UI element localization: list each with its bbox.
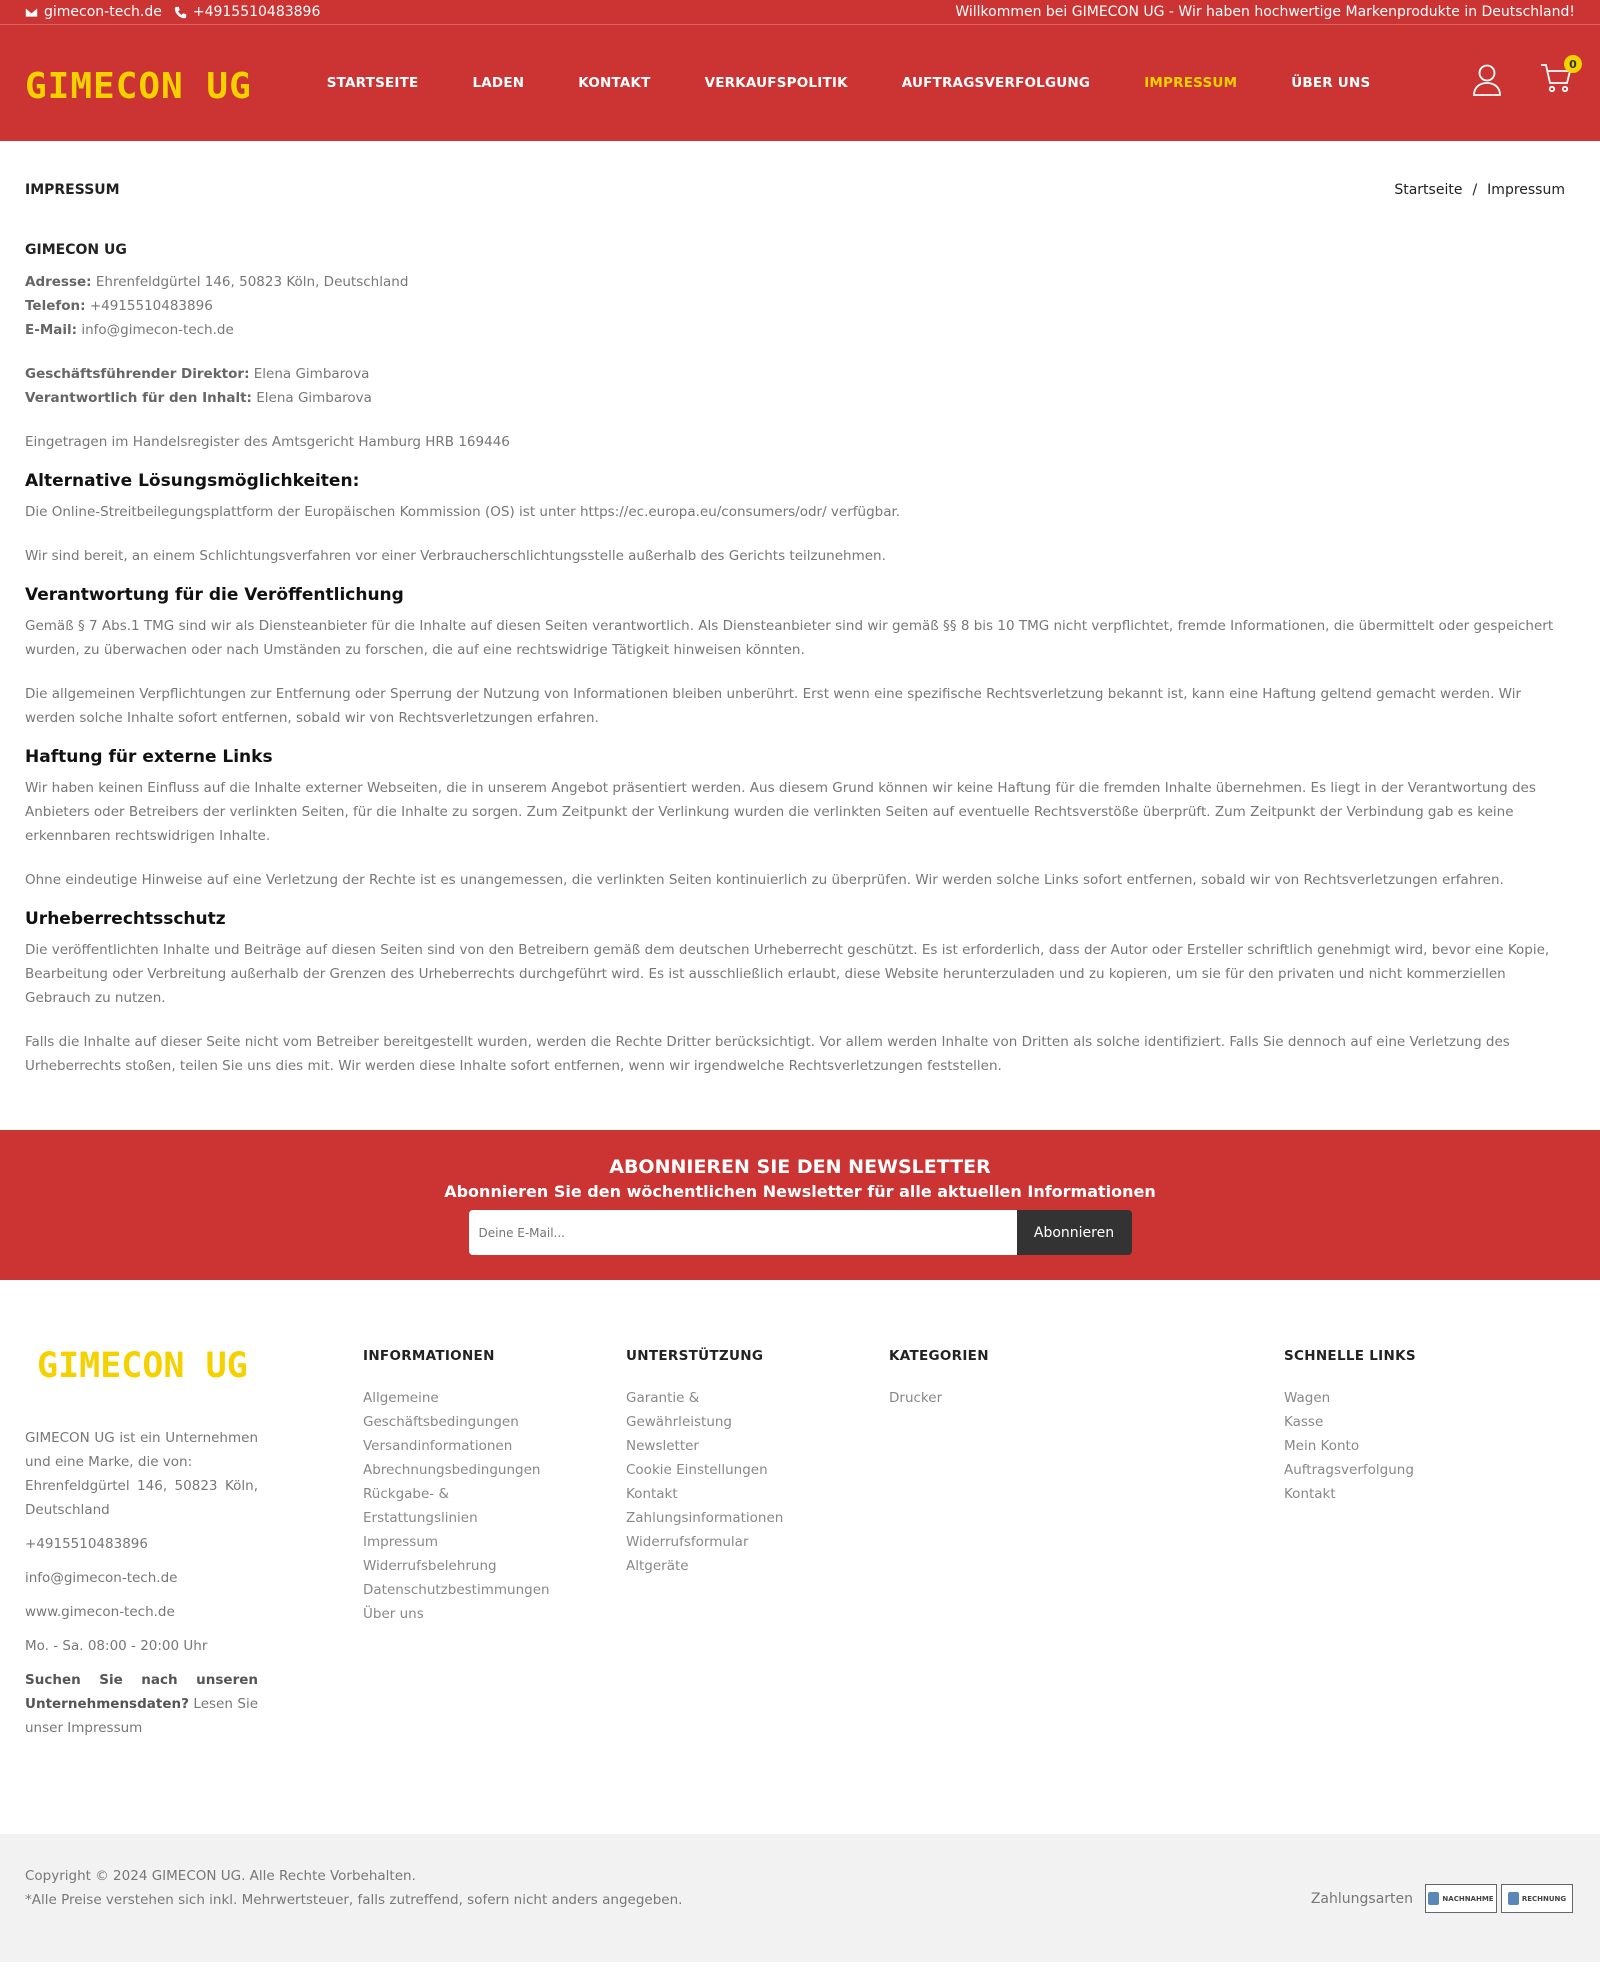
footer-logo[interactable]: GIMECON UG bbox=[37, 1346, 248, 1386]
envelope-icon bbox=[25, 6, 38, 19]
section-paragraph: Wir haben keinen Einfluss auf die Inhalte externer Webseiten, die in unserem Angebot präsentiert werden. Aus diesem Grund können wir keine Haftung für die fremden Inhalte übernehmen. Es liegt in der Verantwortung des Anbieters oder Betreibers der verlinkten Seiten, für die Inhalte zu sorgen. Zum Zeitpunkt der Verlinkung wurden die verlinkten Seiten auf eventuelle Rechtsverstöße überprüft. Zum Zeitpunkt der Verbindung gab es keine erkennbaren rechtswidrigen Inhalte. bbox=[25, 780, 1536, 844]
top-bar-email-link[interactable]: gimecon-tech.de bbox=[44, 4, 162, 20]
section-heading-verantwortung: Verantwortung für die Veröffentlichung bbox=[25, 585, 404, 605]
top-bar-contact bbox=[25, 4, 320, 20]
page-title: IMPRESSUM bbox=[25, 181, 120, 198]
section-heading-haftung: Haftung für externe Links bbox=[25, 747, 273, 767]
director-line bbox=[25, 362, 1575, 386]
responsible-line bbox=[25, 386, 1575, 410]
footer-column-kategorien bbox=[889, 1348, 1089, 1410]
newsletter-heading: ABONNIEREN SIE DEN NEWSLETTER bbox=[609, 1156, 991, 1178]
footer-link[interactable]: Garantie & Gewährleistung bbox=[626, 1390, 733, 1430]
payment-card-nachnahme bbox=[1425, 1884, 1497, 1913]
footer-link[interactable]: Über uns bbox=[363, 1606, 424, 1622]
phone-icon bbox=[174, 6, 187, 19]
footer-link[interactable]: Auftragsverfolgung bbox=[1284, 1462, 1414, 1478]
nav-impressum[interactable]: IMPRESSUM bbox=[1144, 75, 1238, 91]
footer-impressum-link[interactable]: Lesen Sie unser Impressum bbox=[25, 1696, 258, 1736]
nav-laden[interactable]: LADEN bbox=[472, 75, 525, 91]
top-bar-phone[interactable] bbox=[174, 4, 321, 20]
section-paragraph: Falls die Inhalte auf dieser Seite nicht vom Betreiber bereitgestellt wurden, werden die Rechte Dritter berücksichtigt. Vor allem werden Inhalte von Dritten als solche identifiziert. Falls Sie dennoch auf eine Verletzung des Urheberrechts stoßen, teilen Sie uns dies mit. Wir werden diese Inhalte sofort entfernen, wenn wir irgendwelche Rechtsverletzungen feststellen. bbox=[25, 1034, 1510, 1074]
bottom-bar bbox=[0, 1834, 1600, 1962]
footer-link[interactable]: Widerrufsbelehrung bbox=[363, 1558, 497, 1574]
footer-link[interactable]: Cookie Einstellungen bbox=[626, 1462, 768, 1478]
footer-phone[interactable]: +4915510483896 bbox=[25, 1536, 148, 1552]
email-line bbox=[25, 318, 1575, 342]
footer-column-unterstuetzung bbox=[626, 1348, 806, 1578]
footer-impressum-hint bbox=[25, 1668, 258, 1740]
footer-link[interactable]: Datenschutzbestimmungen bbox=[363, 1582, 550, 1598]
footer-link[interactable]: Impressum bbox=[363, 1534, 439, 1550]
footer-column-title: INFORMATIONEN bbox=[363, 1348, 495, 1364]
footer-link[interactable]: Drucker bbox=[889, 1390, 943, 1406]
newsletter-email-input[interactable] bbox=[469, 1210, 1017, 1255]
footer-column-title: UNTERSTÜTZUNG bbox=[626, 1348, 764, 1364]
footer-link[interactable]: Altgeräte bbox=[626, 1558, 689, 1574]
footer-link[interactable]: Allgemeine Geschäftsbedingungen bbox=[363, 1390, 519, 1430]
footer-link[interactable]: Newsletter bbox=[626, 1438, 699, 1454]
email-value[interactable]: info@gimecon-tech.de bbox=[81, 322, 234, 338]
footer-link[interactable]: Wagen bbox=[1284, 1390, 1331, 1406]
footer-about-text: GIMECON UG ist ein Unternehmen und eine Marke, die von: bbox=[25, 1430, 258, 1470]
welcome-text: Willkommen bei GIMECON UG - Wir haben hochwertige Markenprodukte in Deutschland! bbox=[955, 4, 1575, 20]
newsletter-subscribe-button[interactable]: Abonnieren bbox=[1017, 1210, 1132, 1255]
payment-label: Zahlungsarten bbox=[1310, 1890, 1413, 1907]
newsletter-subheading: Abonnieren Sie den wöchentlichen Newsletter für alle aktuellen Informationen bbox=[444, 1182, 1156, 1201]
section-paragraph: Die allgemeinen Verpflichtungen zur Entfernung oder Sperrung der Nutzung von Informationen bleiben unberührt. Erst wenn eine spezifische Rechtsverletzung bekannt ist, kann eine Haftung geltend gemacht werden. Wir werden solche Inhalte sofort entfernen, sobald wir von Rechtsverletzungen erfahren. bbox=[25, 686, 1522, 726]
phone-label: Telefon: bbox=[25, 298, 86, 314]
top-bar bbox=[0, 0, 1600, 25]
top-bar-phone-link[interactable]: +4915510483896 bbox=[192, 4, 321, 20]
register-line: Eingetragen im Handelsregister des Amtsgericht Hamburg HRB 169446 bbox=[25, 434, 510, 450]
address-value: Ehrenfeldgürtel 146, 50823 Köln, Deutschland bbox=[95, 274, 409, 290]
copyright-text: Copyright © 2024 GIMECON UG. Alle Rechte Vorbehalten. bbox=[25, 1868, 416, 1884]
impressum-content bbox=[0, 238, 1600, 1078]
footer-column-informationen bbox=[363, 1348, 563, 1626]
footer-link[interactable]: Abrechnungsbedingungen bbox=[363, 1462, 541, 1478]
nav-kontakt[interactable]: KONTAKT bbox=[578, 75, 651, 91]
main-header bbox=[0, 25, 1600, 141]
header-icons bbox=[1472, 57, 1577, 97]
nav-startseite[interactable]: STARTSEITE bbox=[326, 75, 419, 91]
payment-method-label: RECHNUNG bbox=[1521, 1894, 1567, 1903]
section-paragraph: Wir sind bereit, an einem Schlichtungsverfahren vor einer Verbraucherschlichtungsstelle außerhalb des Gerichts teilzunehmen. bbox=[25, 548, 886, 564]
breadcrumb bbox=[1394, 182, 1565, 198]
footer-link[interactable]: Rückgabe- & Erstattungslinien bbox=[363, 1486, 478, 1526]
footer-hours: Mo. - Sa. 08:00 - 20:00 Uhr bbox=[25, 1638, 208, 1654]
nav-ueber-uns[interactable]: ÜBER UNS bbox=[1291, 75, 1371, 91]
top-bar-email[interactable] bbox=[25, 4, 162, 20]
site-logo[interactable]: GIMECON UG bbox=[25, 65, 252, 107]
section-paragraph: Gemäß § 7 Abs.1 TMG sind wir als Diensteanbieter für die Inhalte auf diesen Seiten verantwortlich. Als Diensteanbieter sind wir gemäß §§ 8 bis 10 TMG nicht verpflichtet, fremde Informationen, die übermittelt oder gespeichert wurden, zu überwachen oder nach Umständen zu forschen, die auf eine rechtswidrige Tätigkeit hinweisen könnten. bbox=[25, 618, 1554, 658]
footer-column-schnelle-links bbox=[1284, 1348, 1484, 1506]
footer-link[interactable]: Widerrufsformular bbox=[626, 1534, 749, 1550]
footer-link[interactable]: Zahlungsinformationen bbox=[626, 1510, 784, 1526]
footer-website[interactable]: www.gimecon-tech.de bbox=[25, 1604, 175, 1620]
footer-link[interactable]: Versandinformationen bbox=[363, 1438, 513, 1454]
breadcrumb-separator: / bbox=[1472, 181, 1478, 198]
payment-card-rechnung bbox=[1501, 1884, 1573, 1913]
footer-address: Ehrenfeldgürtel 146, 50823 Köln, Deutschland bbox=[25, 1478, 258, 1518]
nav-auftragsverfolgung[interactable]: AUFTRAGSVERFOLGUNG bbox=[901, 75, 1091, 91]
phone-line bbox=[25, 294, 1575, 318]
email-label: E-Mail: bbox=[25, 322, 78, 338]
nav-verkaufspolitik[interactable]: VERKAUFSPOLITIK bbox=[704, 75, 848, 91]
footer-link[interactable]: Kontakt bbox=[1284, 1486, 1336, 1502]
company-name: GIMECON UG bbox=[25, 242, 127, 258]
invoice-icon bbox=[1508, 1892, 1519, 1905]
footer-column-title: KATEGORIEN bbox=[889, 1348, 989, 1364]
user-account-icon[interactable] bbox=[1472, 64, 1502, 96]
tax-note: *Alle Preise verstehen sich inkl. Mehrwertsteuer, falls zutreffend, sofern nicht anders angegeben. bbox=[25, 1892, 683, 1908]
cash-on-delivery-icon bbox=[1428, 1892, 1439, 1905]
page-title-bar bbox=[0, 141, 1600, 238]
footer-link[interactable]: Kontakt bbox=[626, 1486, 678, 1502]
section-heading-alternative: Alternative Lösungsmöglichkeiten: bbox=[25, 471, 360, 491]
address-line bbox=[25, 270, 1575, 294]
cart-button[interactable] bbox=[1540, 57, 1577, 97]
responsible-label: Verantwortlich für den Inhalt: bbox=[25, 390, 252, 406]
section-paragraph: Die veröffentlichten Inhalte und Beiträge auf diesen Seiten sind von den Betreibern gemäß dem deutschen Urheberrecht geschützt. Es ist erforderlich, dass der Autor oder Ersteller schriftlich genehmigt wird, bevor eine Kopie, Bearbeitung oder Verbreitung außerhalb der Grenzen des Urheberrechts durchgeführt wird. Es ist ausschließlich erlaubt, diese Website herunterzuladen und zu kopieren, um sie für den privaten und nicht kommerziellen Gebrauch zu nutzen. bbox=[25, 942, 1550, 1006]
footer-about bbox=[25, 1346, 258, 1750]
cart-count-badge: 0 bbox=[1564, 55, 1582, 73]
breadcrumb-home[interactable]: Startseite bbox=[1394, 181, 1463, 198]
phone-value: +4915510483896 bbox=[89, 298, 213, 314]
footer-link[interactable]: Kasse bbox=[1284, 1414, 1324, 1430]
main-nav bbox=[327, 75, 1371, 91]
section-paragraph: Die Online-Streitbeilegungsplattform der Europäischen Kommission (OS) ist unter https://ec.europa.eu/consumers/odr/ verfügbar. bbox=[25, 504, 901, 520]
director-label: Geschäftsführender Direktor: bbox=[25, 366, 250, 382]
payment-methods bbox=[1311, 1884, 1573, 1913]
breadcrumb-current: Impressum bbox=[1487, 181, 1565, 198]
director-value: Elena Gimbarova bbox=[253, 366, 370, 382]
footer-search-text: Suchen Sie nach unseren Unternehmensdaten? bbox=[25, 1672, 258, 1712]
section-heading-urheberrecht: Urheberrechtsschutz bbox=[25, 909, 226, 929]
footer-column-title: SCHNELLE LINKS bbox=[1284, 1348, 1416, 1364]
footer-email[interactable]: info@gimecon-tech.de bbox=[25, 1570, 178, 1586]
newsletter-section bbox=[0, 1130, 1600, 1280]
newsletter-form bbox=[0, 1210, 1600, 1255]
section-paragraph: Ohne eindeutige Hinweise auf eine Verletzung der Rechte ist es unangemessen, die verlinkten Seiten kontinuierlich zu überprüfen. Wir werden solche Links sofort entfernen, sobald wir von Rechtsverletzungen erfahren. bbox=[25, 872, 1504, 888]
footer-link[interactable]: Mein Konto bbox=[1284, 1438, 1360, 1454]
payment-method-label: NACHNAHME bbox=[1442, 1894, 1494, 1903]
address-label: Adresse: bbox=[25, 274, 92, 290]
site-footer bbox=[0, 1280, 1600, 1834]
responsible-value: Elena Gimbarova bbox=[256, 390, 372, 406]
